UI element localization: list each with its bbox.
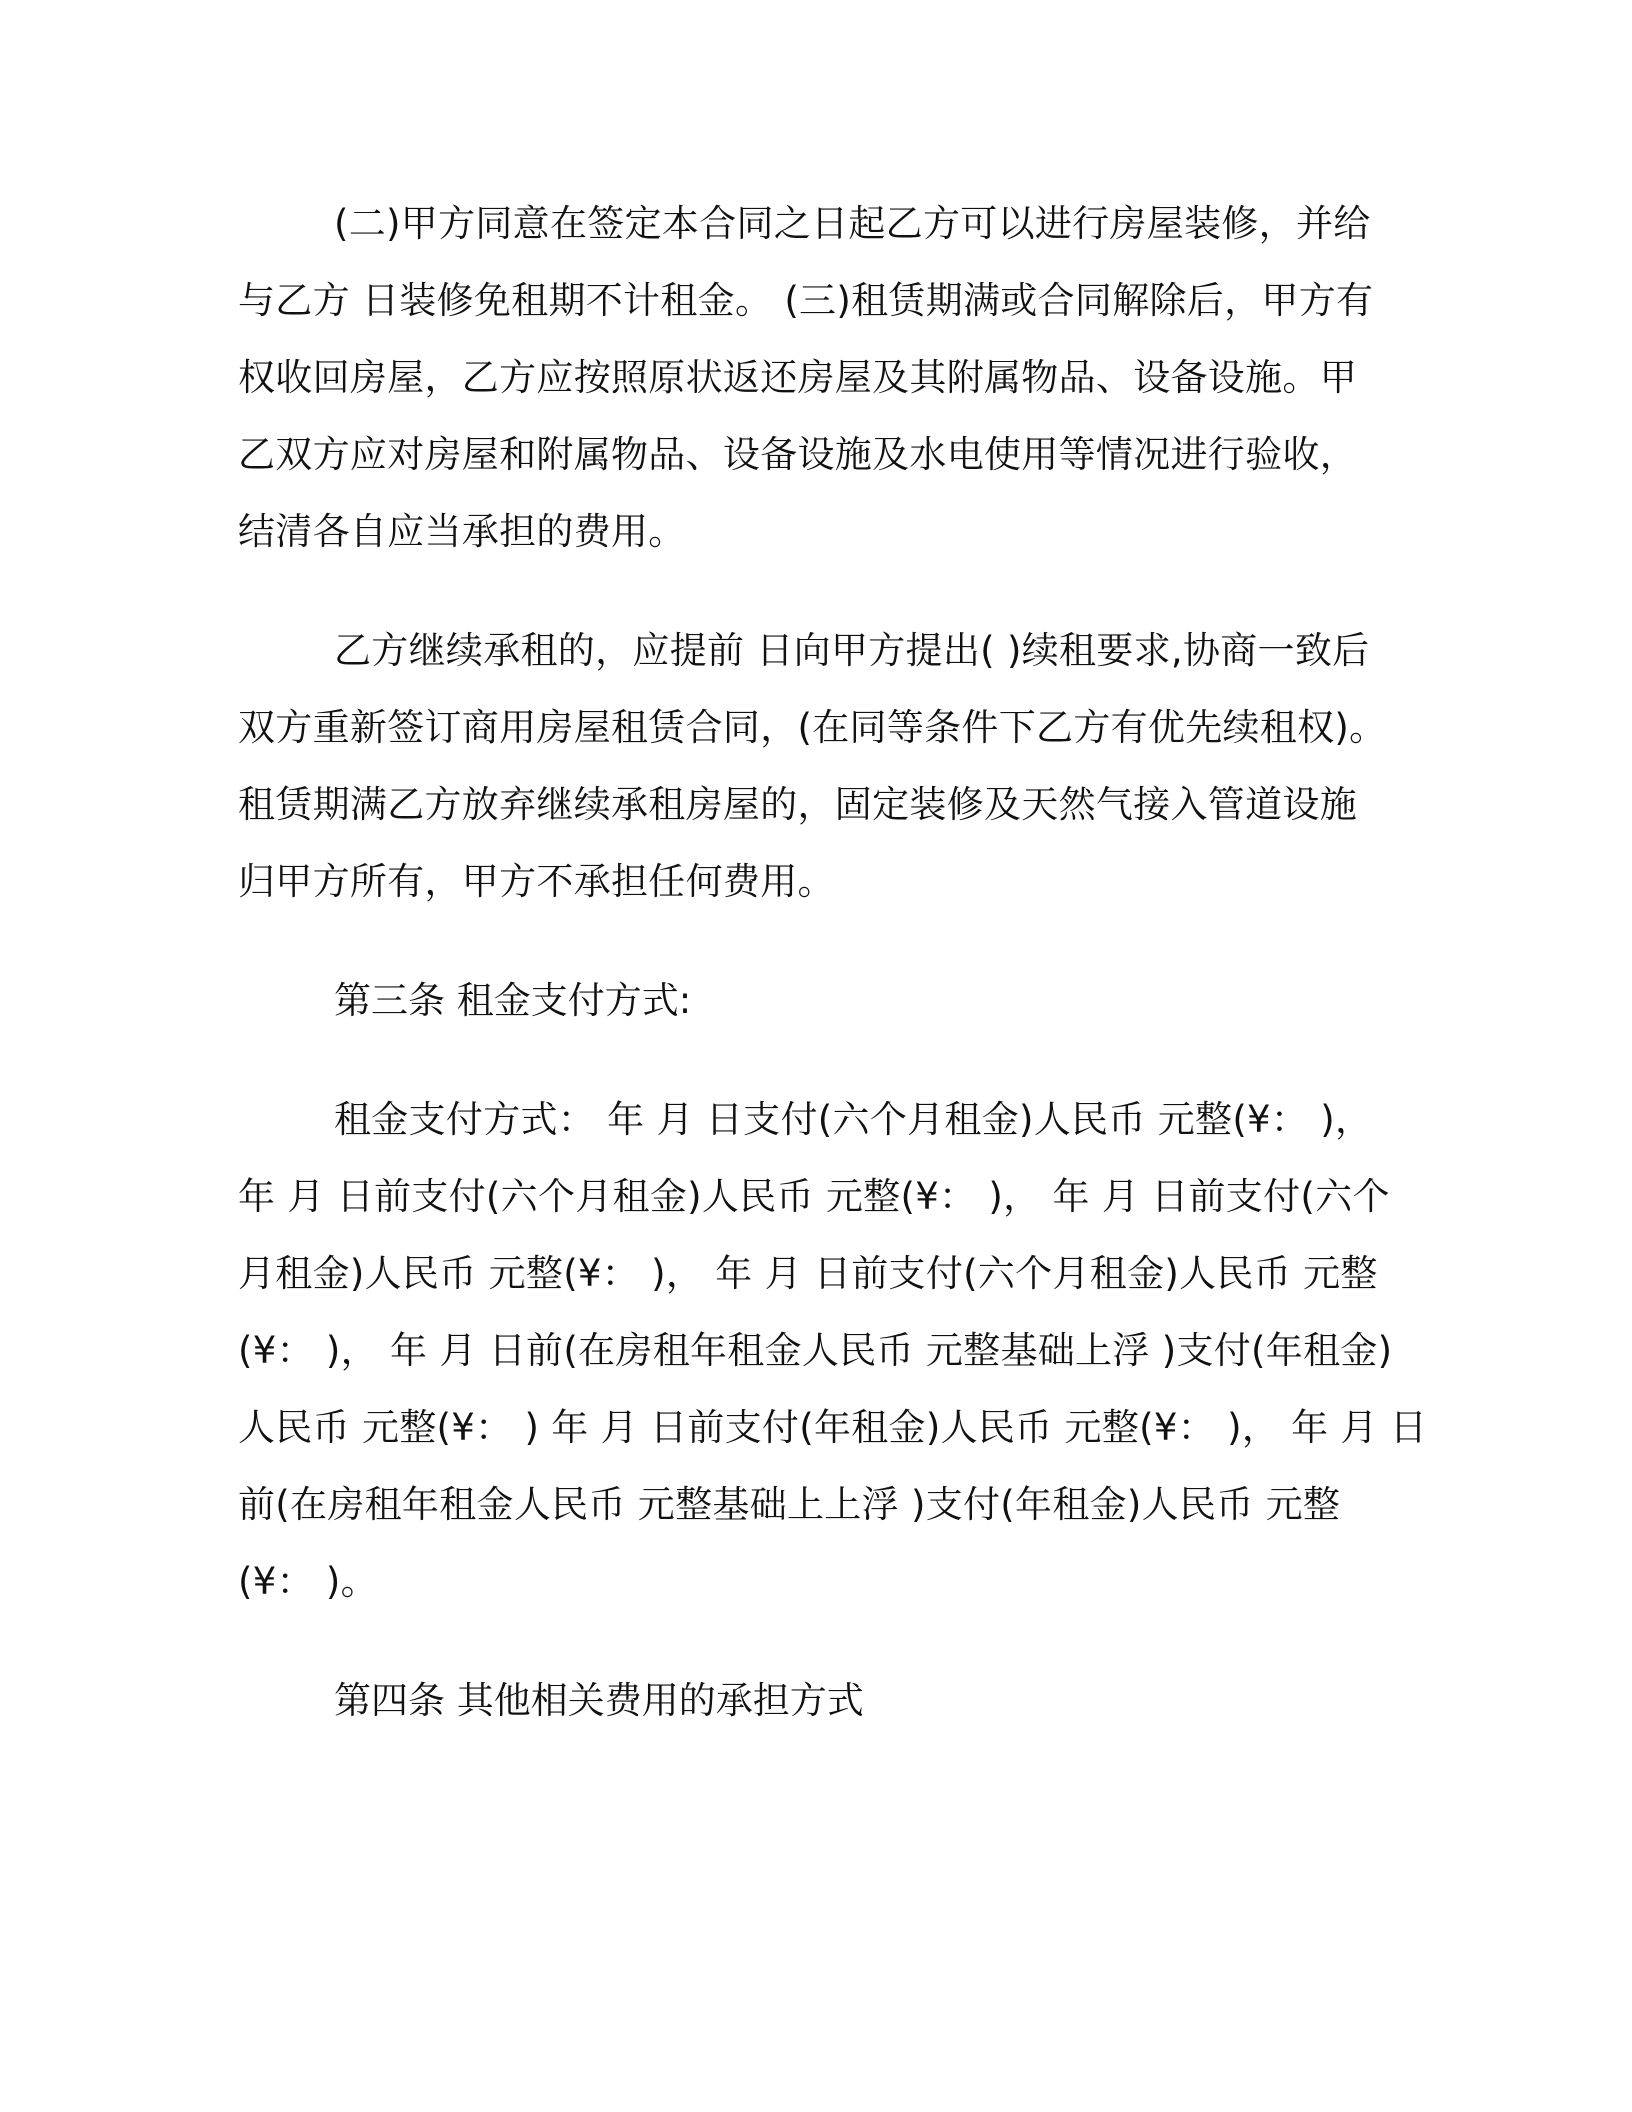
document-body <box>238 185 1428 1781</box>
paragraph-rent-payment <box>238 1081 1428 1620</box>
text-line: (¥： )。 <box>238 1560 378 1603</box>
article-three-heading: 第三条 租金支付方式: <box>334 979 692 1022</box>
text-line: 租金支付方式： 年 月 日支付(六个月租金)人民币 元整(¥： )， <box>334 1098 1373 1141</box>
text-line: 月租金)人民币 元整(¥： )， 年 月 日前支付(六个月租金)人民币 元整 <box>238 1252 1378 1295</box>
text-line: (¥： )， 年 月 日前(在房租年租金人民币 元整基础上浮 )支付(年租金) <box>238 1329 1393 1372</box>
text-line: 乙双方应对房屋和附属物品、设备设施及水电使用等情况进行验收， <box>238 433 1357 476</box>
text-line: 与乙方 日装修免租期不计租金。 (三)租赁期满或合同解除后，甲方有 <box>238 279 1374 322</box>
text-line: 双方重新签订商用房屋租赁合同，(在同等条件下乙方有优先续租权)。 <box>238 706 1387 749</box>
text-line: 结清各自应当承担的费用。 <box>238 510 686 553</box>
text-line: 归甲方所有，甲方不承担任何费用。 <box>238 860 835 903</box>
text-line: (二)甲方同意在签定本合同之日起乙方可以进行房屋装修，并给 <box>334 202 1371 245</box>
text-line: 年 月 日前支付(六个月租金)人民币 元整(¥： )， 年 月 日前支付(六个 <box>238 1175 1390 1218</box>
text-line: 权收回房屋，乙方应按照原状返还房屋及其附属物品、设备设施。甲 <box>238 356 1357 399</box>
text-line: 人民币 元整(¥： ) 年 月 日前支付(年租金)人民币 元整(¥： )， 年 月 日 <box>238 1406 1428 1449</box>
paragraph-lease-renewal <box>238 612 1387 920</box>
text-line: 乙方继续承租的，应提前 日向甲方提出( )续租要求,协商一致后 <box>334 629 1370 672</box>
article-four-heading: 第四条 其他相关费用的承担方式 <box>334 1679 864 1722</box>
text-line: 租赁期满乙方放弃继续承租房屋的，固定装修及天然气接入管道设施 <box>238 783 1357 826</box>
text-line: 前(在房租年租金人民币 元整基础上上浮 )支付(年租金)人民币 元整 <box>238 1483 1341 1526</box>
paragraph-renovation-and-return <box>238 185 1378 570</box>
